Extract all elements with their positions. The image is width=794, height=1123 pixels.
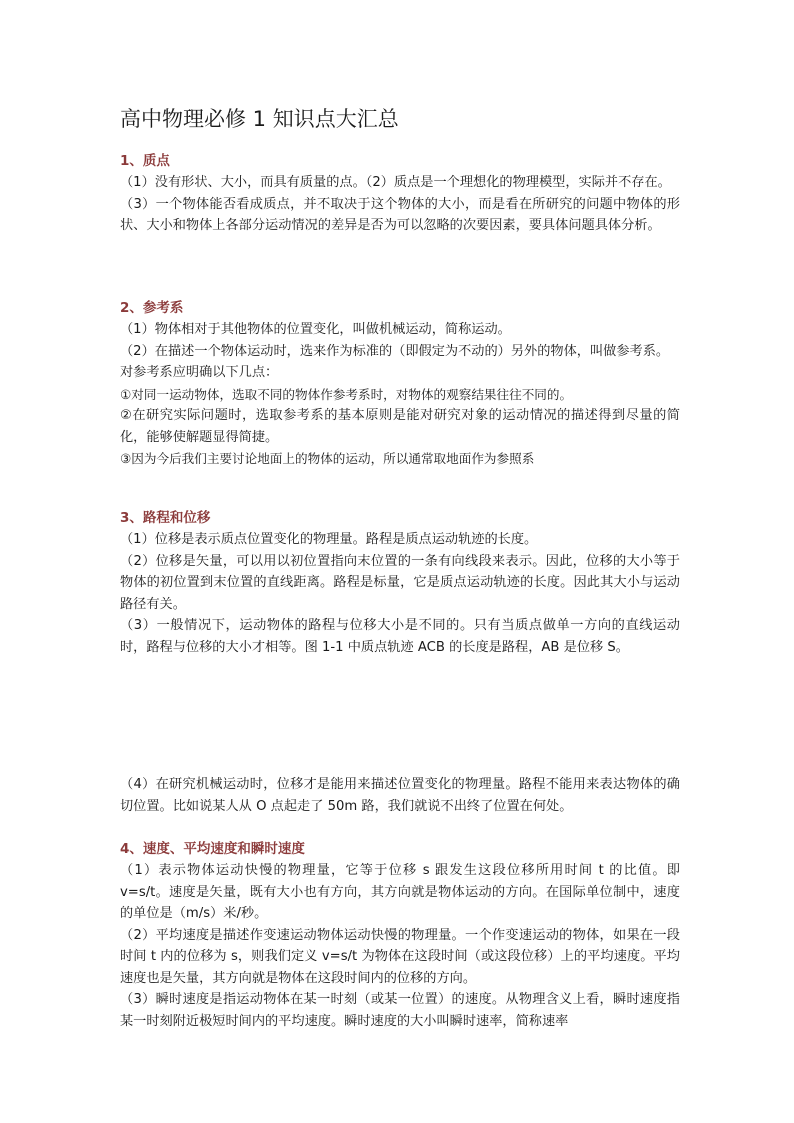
section-heading: 4、速度、平均速度和瞬时速度 [120, 841, 305, 857]
paragraph: （2）在描述一个物体运动时，选来作为标准的（即假定为不动的）另外的物体，叫做参考系。 [120, 343, 670, 359]
paragraph: （1）位移是表示质点位置变化的物理量。路程是质点运动轨迹的长度。 [120, 532, 538, 547]
section-path-displacement-continued [120, 774, 680, 817]
paragraph: （3）一个物体能否看成质点，并不取决于这个物体的大小，而是看在所研究的问题中物体的形状、大小和物体上各部分运动情况的差异是否为可以忽略的次要因素，要具体问题具体分析。 [120, 196, 680, 233]
section-reference-frame [120, 297, 680, 470]
paragraph: （1）没有形状、大小，而具有质量的点。（2）质点是一个理想化的物理模型，实际并不存在。 [120, 175, 671, 190]
paragraph: ③因为今后我们主要讨论地面上的物体的运动，所以通常取地面作为参照系 [120, 451, 535, 466]
paragraph: ②在研究实际问题时，选取参考系的基本原则是能对研究对象的运动情况的描述得到尽量的简化，能够使解题显得简捷。 [120, 408, 680, 445]
section-path-displacement [120, 507, 680, 658]
paragraph: ①对同一运动物体，选取不同的物体作参考系时，对物体的观察结果往往不同的。 [120, 386, 573, 402]
paragraph: （1）物体相对于其他物体的位置变化，叫做机械运动，简称运动。 [120, 322, 511, 337]
paragraph: （2）位移是矢量，可以用以初位置指向末位置的一条有向线段来表示。因此，位移的大小等于物体的初位置到末位置的直线距离。路程是标量，它是质点运动轨迹的长度。因此其大小与运动路径有关。 [120, 553, 680, 612]
paragraph: （4）在研究机械运动时，位移才是能用来描述位置变化的物理量。路程不能用来表达物体的确切位置。比如说某人从 O 点起走了 50m 路，我们就说不出终了位置在何处。 [120, 777, 680, 814]
section-heading: 2、参考系 [120, 300, 184, 316]
paragraph: （3）瞬时速度是指运动物体在某一时刻（或某一位置）的速度。从物理含义上看，瞬时速度指某一时刻附近极短时间内的平均速度。瞬时速度的大小叫瞬时速率，简称速率 [120, 992, 680, 1029]
section-heading: 1、质点 [120, 153, 170, 169]
section-particle [120, 150, 680, 237]
document-title: 高中物理必修 1 知识点大汇总 [120, 107, 399, 131]
paragraph: （2）平均速度是描述作变速运动物体运动快慢的物理量。一个作变速运动的物体，如果在一段时间 t 内的位移为 s，则我们定义 v=s/t 为物体在这段时间（或这段位移）上的平均速度。平均速度也是矢量，其方向就是物体在这段时间内的位移的方向。 [120, 927, 680, 986]
section-velocity [120, 838, 680, 1032]
paragraph: 对参考系应明确以下几点： [120, 365, 279, 380]
paragraph: （1）表示物体运动快慢的物理量，它等于位移 s 跟发生这段位移所用时间 t 的比值。即 v=s/t。速度是矢量，既有大小也有方向，其方向就是物体运动的方向。在国际单位制中，速度的单位是（m/s）米/秒。 [120, 863, 680, 921]
paragraph: （3）一般情况下，运动物体的路程与位移大小是不同的。只有当质点做单一方向的直线运动时，路程与位移的大小才相等。图 1-1 中质点轨迹 ACB 的长度是路程，AB 是位移 S。 [120, 618, 680, 655]
section-heading: 3、路程和位移 [120, 510, 211, 526]
